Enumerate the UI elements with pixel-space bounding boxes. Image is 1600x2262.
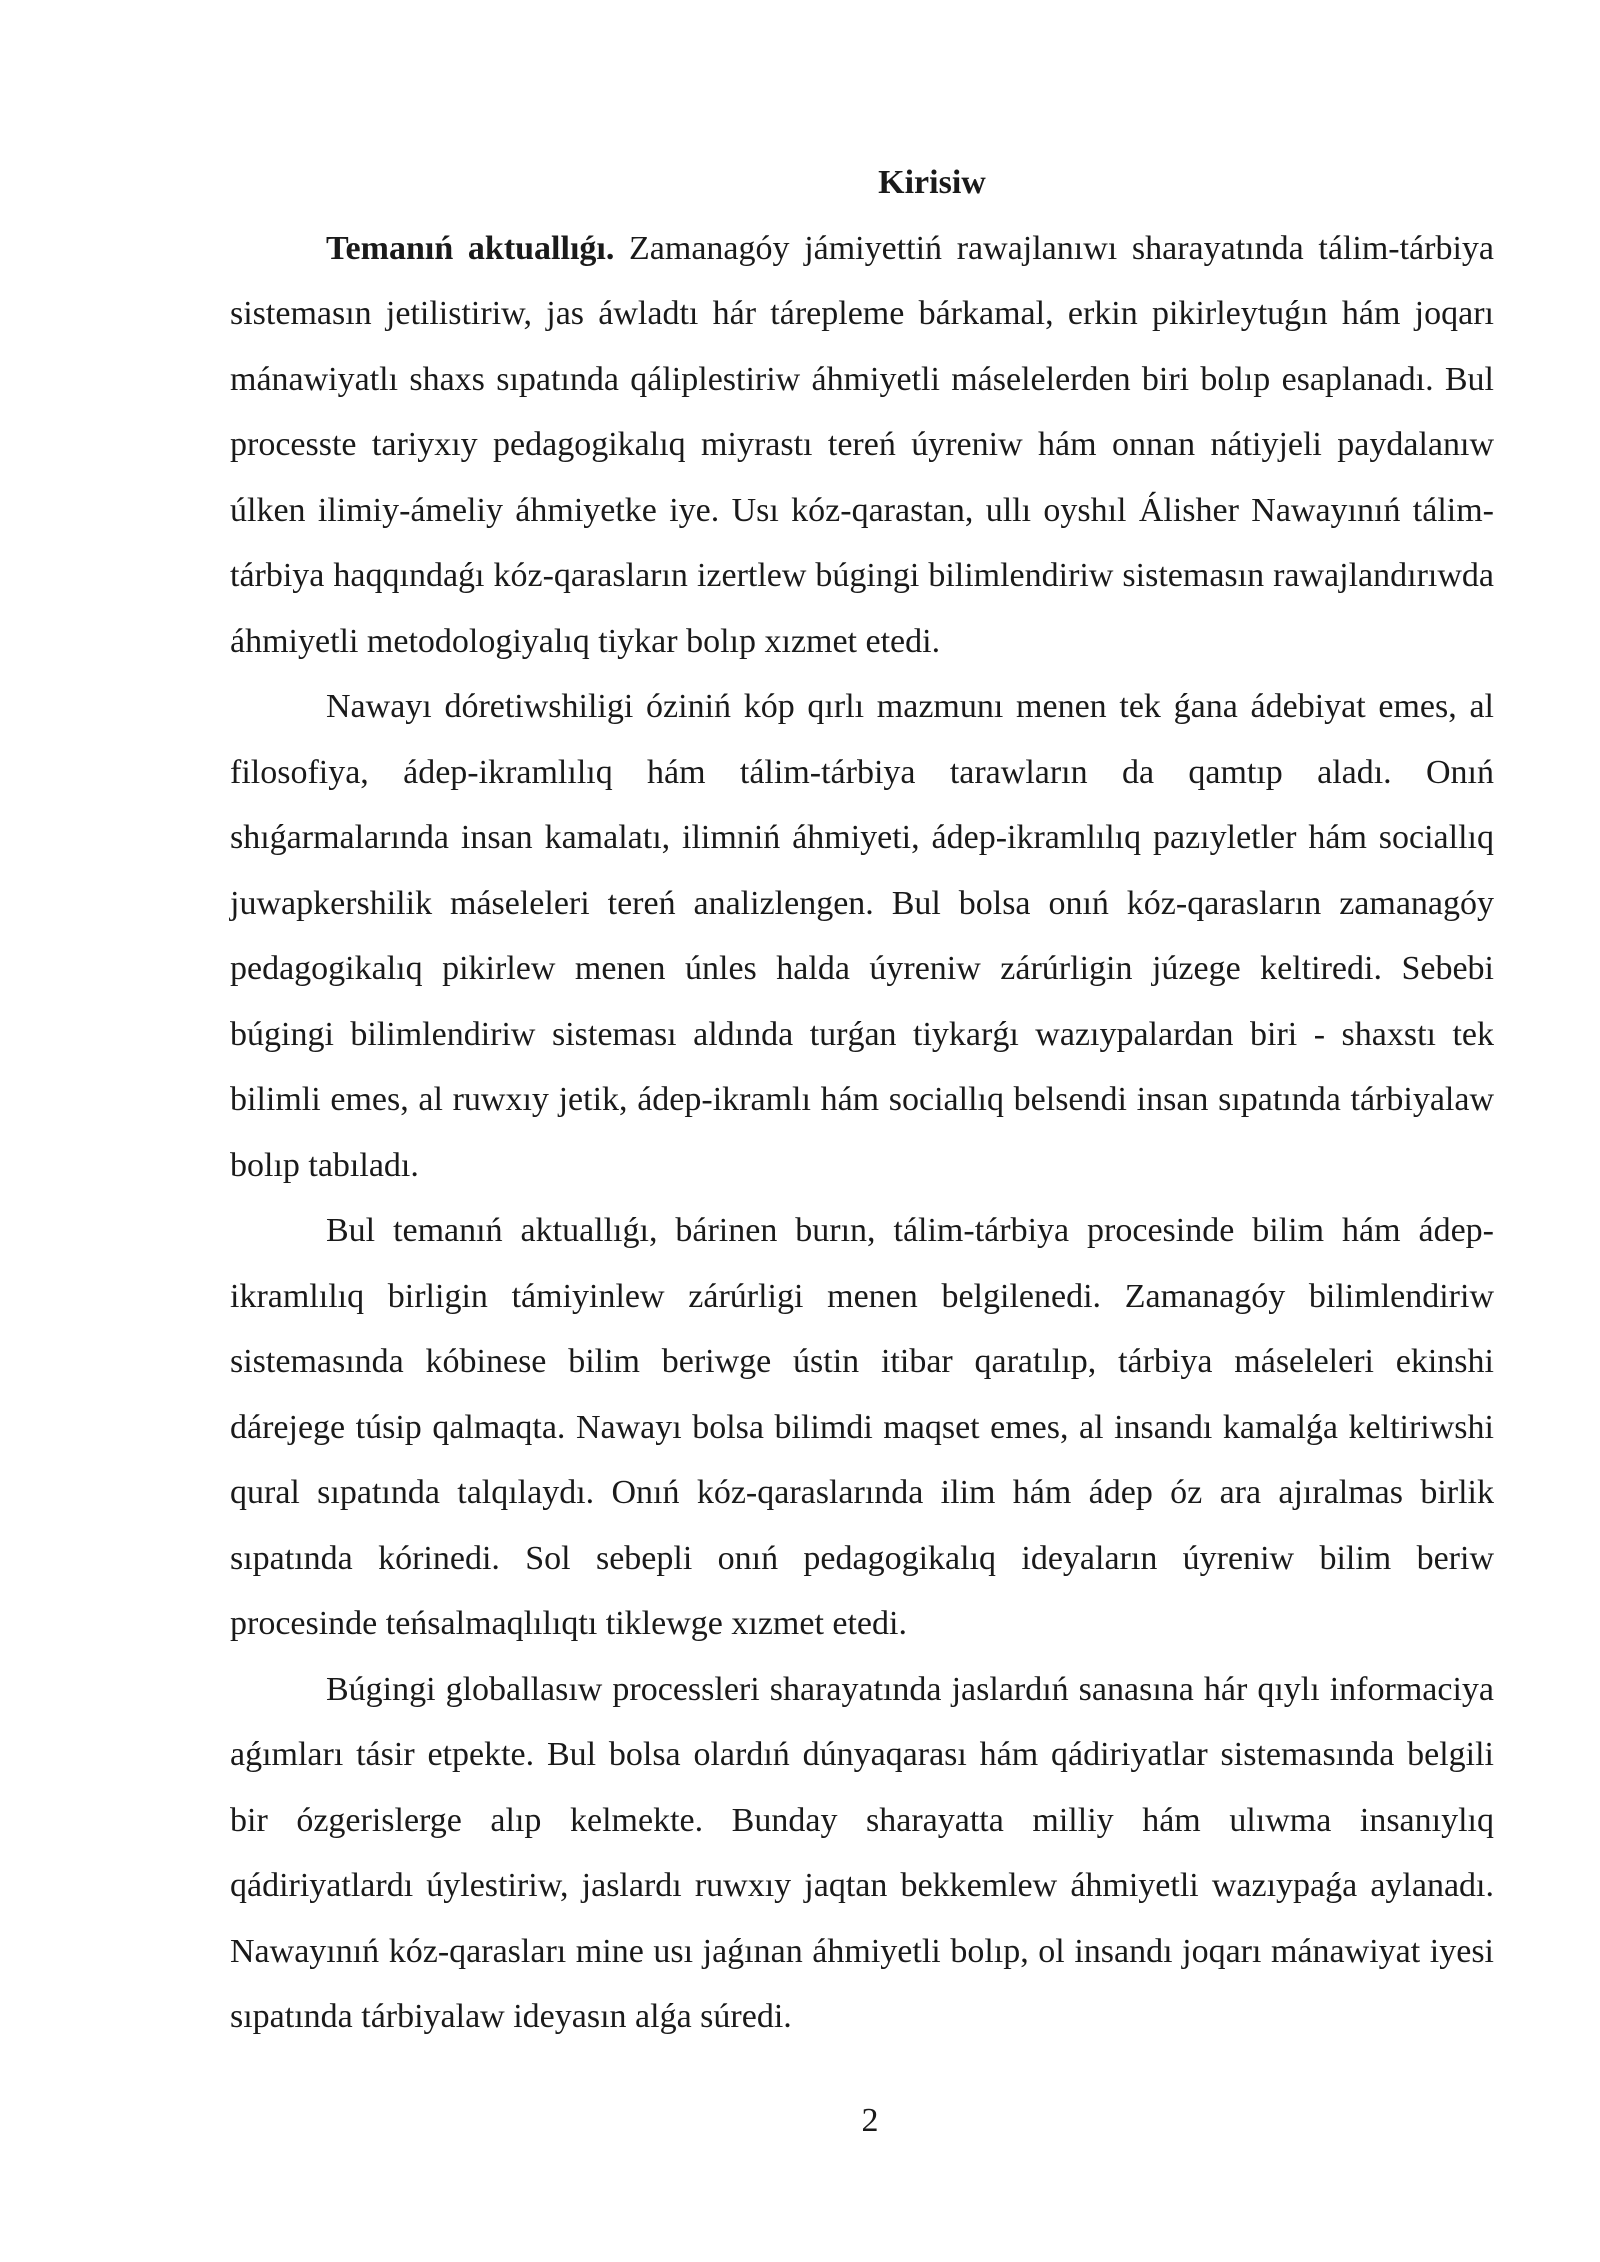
- paragraph-1-text: Zamanagóy jámiyettiń rawajlanıwı sharayatında tálim-tárbiya sistemasın jetilistiriw, jas áwladtı hár tárepleme bárkamal, erkin pikirleytuǵın hám joqarı mánawiyatlı shaxs sıpatında qáliplestiriw áhmiyetli máselelerden biri bolıp esaplanadı. Bul processte tariyxıy pedagogikalıq miyrastı tereń úyreniw hám onnan nátiyjeli paydalanıw úlken ilimiy-ámeliy áhmiyetke iye. Usı kóz-qarastan, ullı oyshıl Álisher Nawayınıń tálim-tárbiya haqqındaǵı kóz-qarasların izertlew búgingi bilimlendiriw sistemasın rawajlandırıwda áhmiyetli metodologiyalıq tiykar bolıp xızmet etedi.: [230, 229, 1494, 660]
- paragraph-4: [230, 1657, 1494, 2050]
- page-number: 2: [861, 2102, 879, 2139]
- paragraph-1-lead: Temanıń aktuallıǵı.: [326, 229, 615, 267]
- paragraph-1: [230, 216, 1494, 675]
- paragraph-2-text: Nawayı dóretiwshiligi óziniń kóp qırlı mazmunı menen tek ǵana ádebiyat emes, al filosofiya, ádep-ikramlılıq hám tálim-tárbiya tarawların da qamtıp aladı. Onıń shıǵarmalarında insan kamalatı, ilimniń áhmiyeti, ádep-ikramlılıq pazıyletler hám sociallıq juwapkershilik máseleleri tereń analizlengen. Bul bolsa onıń kóz-qarasların zamanagóy pedagogikalıq pikirlew menen únles halda úyreniw zárúrligin júzege keltiredi. Sebebi búgingi bilimlendiriw sisteması aldında turǵan tiykarǵı wazıypalardan biri - shaxstı tek bilimli emes, al ruwxıy jetik, ádep-ikramlı hám sociallıq belsendi insan sıpatında tárbiyalaw bolıp tabıladı.: [230, 688, 1494, 1184]
- document-page: [230, 150, 1494, 2050]
- paragraph-3: [230, 1198, 1494, 1657]
- paragraph-3-text: Bul temanıń aktuallıǵı, bárinen burın, tálim-tárbiya procesinde bilim hám ádep-ikramlılıq birligin támiyinlew zárúrligi menen belgilenedi. Zamanagóy bilimlendiriw sistemasında kóbinese bilim beriwge ústin itibar qaratılıp, tárbiya máseleleri ekinshi dárejege túsip qalmaqta. Nawayı bolsa bilimdi maqset emes, al insandı kamalǵa keltiriwshi qural sıpatında talqılaydı. Onıń kóz-qaraslarında ilim hám ádep óz ara ajıralmas birlik sıpatında kórinedi. Sol sebepli onıń pedagogikalıq ideyaların úyreniw bilim beriw procesinde teńsalmaqlılıqtı tiklewge xızmet etedi.: [230, 1212, 1494, 1642]
- paragraph-2: [230, 674, 1494, 1198]
- paragraph-4-text: Búgingi globallasıw processleri sharayatında jaslardıń sanasına hár qıylı informaciya aǵımları tásir etpekte. Bul bolsa olardıń dúnyaqarası hám qádiriyatlar sistemasında belgili bir ózgerislerge alıp kelmekte. Bunday sharayatta milliy hám ulıwma insanıylıq qádiriyatlardı úylestiriw, jaslardı ruwxıy jaqtan bekkemlew áhmiyetli wazıypaǵa aylanadı. Nawayınıń kóz-qarasları mine usı jaǵınan áhmiyetli bolıp, ol insandı joqarı mánawiyat iyesi sıpatında tárbiyalaw ideyasın alǵa súredi.: [230, 1670, 1494, 2035]
- page-title: Kirisiw: [878, 164, 986, 201]
